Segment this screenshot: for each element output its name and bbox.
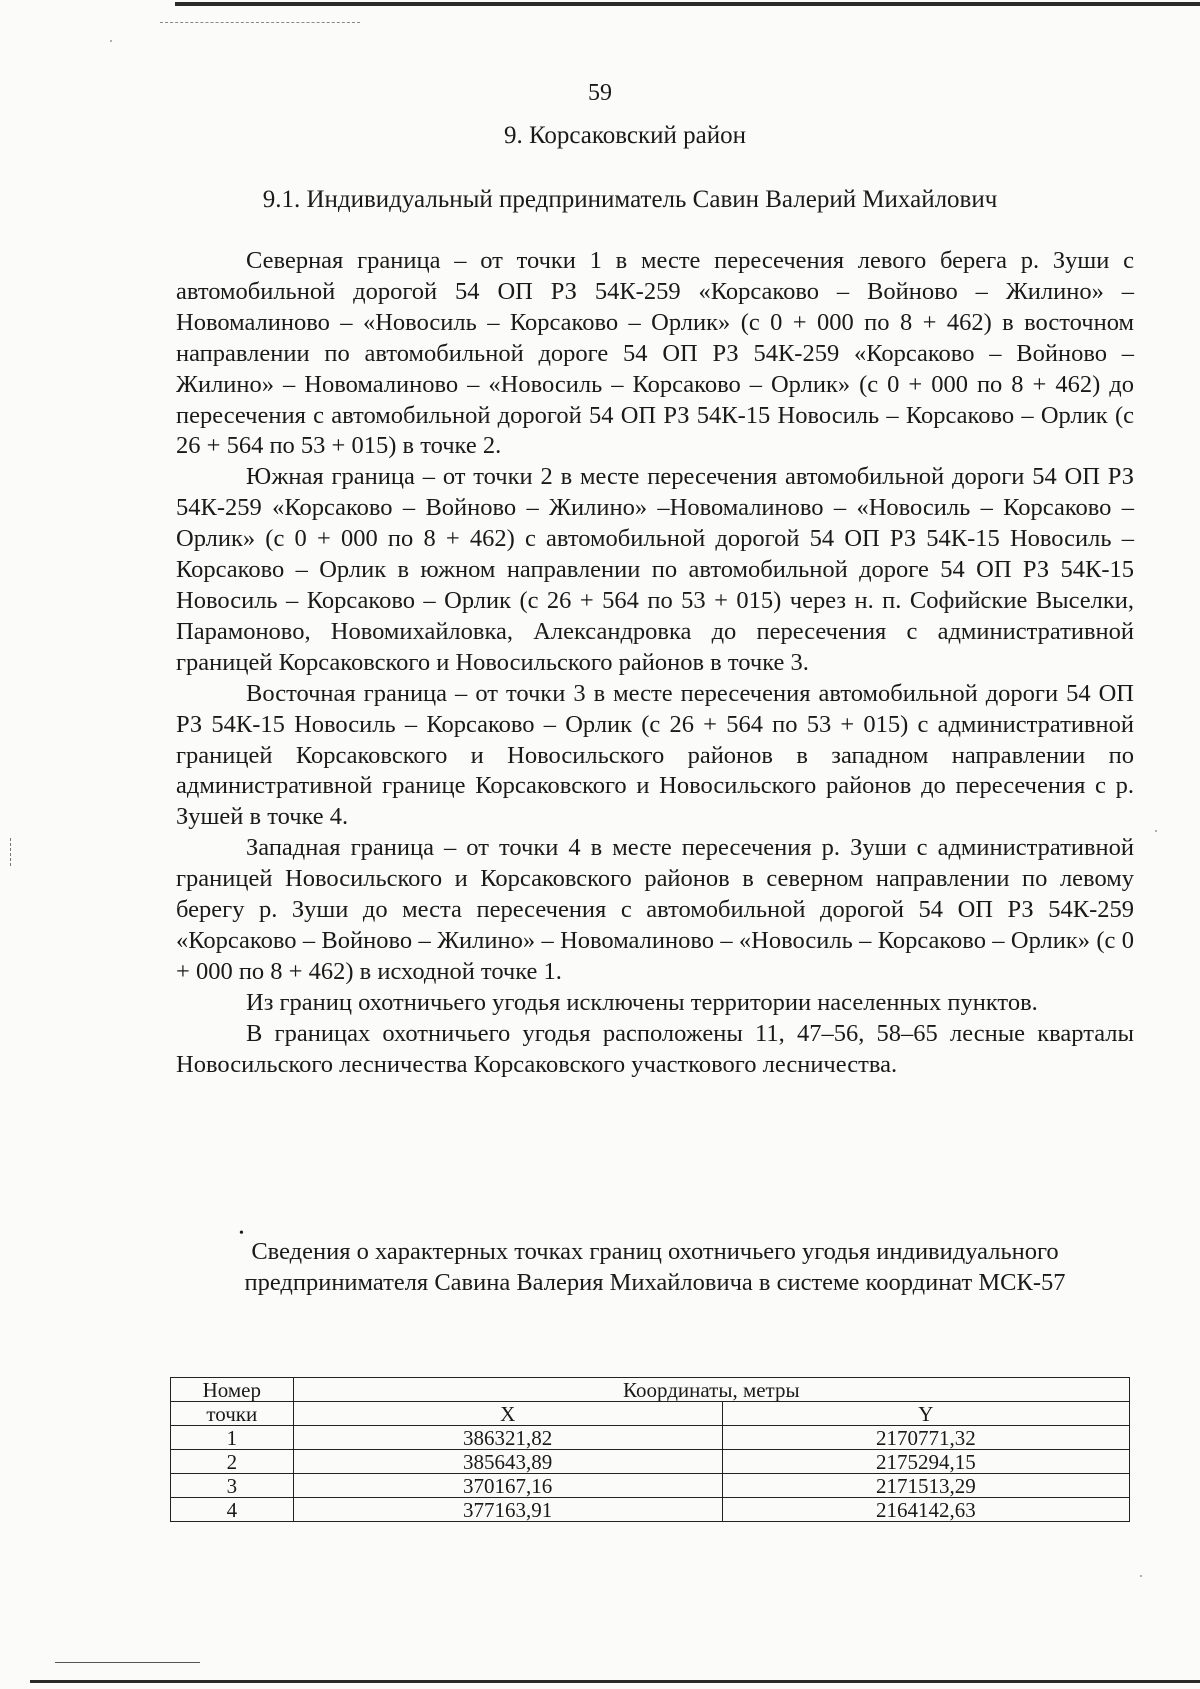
table-row bbox=[171, 1450, 1130, 1474]
scan-edge-bottom bbox=[30, 1680, 1200, 1683]
paragraph-east-boundary: Восточная граница – от точки 3 в месте пересечения автомобильной дороги 54 ОП РЗ 54К-15 Новосиль – Корсаково – Орлик (с 26 + 564 по 53 + 015) с административной границей Корсаковского и Новосильского районов в западном направлении по административной границе Корсаковского и Новосильского районов до пересечения с р. Зушей в точке 4. bbox=[176, 679, 1134, 831]
header-number-label: Номер bbox=[202, 1377, 262, 1402]
table-caption: Сведения о характерных точках границ охотничьего угодья индивидуального предпринимателя Савина Валерия Михайловича в системе координат МСК-57 bbox=[244, 1238, 1066, 1296]
header-point-number-2: точки bbox=[171, 1402, 294, 1426]
paragraph-exclusions: Из границ охотничьего угодья исключены территории населенных пунктов. bbox=[246, 988, 1038, 1016]
table-header-row bbox=[171, 1378, 1130, 1402]
scan-speck bbox=[1155, 830, 1157, 832]
cell-y: 2164142,63 bbox=[722, 1498, 1129, 1522]
paragraph-west-boundary: Западная граница – от точки 4 в месте пересечения р. Зуши с административной границей Новосильского и Корсаковского районов в северном направлении по левому берегу р. Зуши до места пересечения с автомобильной дорогой 54 ОП РЗ 54К-259 «Корсаково – Войново – Жилино» – Новомалиново – «Новосиль – Корсаково – Орлик» (с 0 + 000 по 8 + 462) в исходной точке 1. bbox=[176, 834, 1134, 985]
table-row bbox=[171, 1426, 1130, 1450]
page-number: 59 bbox=[588, 80, 612, 106]
scan-speck bbox=[1140, 1575, 1142, 1577]
paragraph-south-boundary: Южная граница – от точки 2 в месте пересечения автомобильной дороги 54 ОП РЗ 54К-259 «Корсаково – Войново – Жилино» –Новомалиново – «Новосиль – Корсаково – Орлик» (с 0 + 000 по 8 + 462) с автомобильной дорогой 54 ОП РЗ 54К-15 Новосиль – Корсаково – Орлик в южном направлении по автомобильной дороге 54 ОП РЗ 54К-15 Новосиль – Корсаково – Орлик (с 26 + 564 по 53 + 015) через н. п. Софийские Выселки, Парамоново, Новомихайловка, Александровка до пересечения с административной границей Корсаковского и Новосильского районов в точке 3. bbox=[176, 463, 1134, 676]
table-row bbox=[171, 1474, 1130, 1498]
header-point-number bbox=[171, 1378, 294, 1402]
cell-x: 386321,82 bbox=[293, 1426, 722, 1450]
header-x: X bbox=[293, 1402, 722, 1426]
scan-artifact-margin bbox=[10, 838, 12, 866]
cell-point: 2 bbox=[171, 1450, 294, 1474]
scan-artifact-line bbox=[55, 1662, 200, 1663]
scan-artifact-dash bbox=[160, 22, 360, 23]
cell-point: 4 bbox=[171, 1498, 294, 1522]
scan-speck bbox=[110, 40, 112, 42]
paragraph-north-boundary: Северная граница – от точки 1 в месте пересечения левого берега р. Зуши с автомобильной дорогой 54 ОП РЗ 54К-259 «Корсаково – Войново – Жилино» – Новомалиново – «Новосиль – Корсаково – Орлик» (с 0 + 000 по 8 + 462) в восточном направлении по автомобильной дороге 54 ОП РЗ 54К-259 «Корсаково – Войново – Жилино» – Новомалиново – «Новосиль – Корсаково – Орлик» (с 0 + 000 по 8 + 462) до пересечения с автомобильной дорогой 54 ОП РЗ 54К-15 Новосиль – Корсаково – Орлик (с 26 + 564 по 53 + 015) в точке 2. bbox=[176, 247, 1134, 460]
cell-point: 1 bbox=[171, 1426, 294, 1450]
table-row bbox=[171, 1498, 1130, 1522]
header-y: Y bbox=[722, 1402, 1129, 1426]
header-coordinates: Координаты, метры bbox=[293, 1378, 1129, 1402]
stray-dot: • bbox=[239, 1226, 244, 1241]
coordinates-table bbox=[170, 1377, 1130, 1522]
cell-x: 370167,16 bbox=[293, 1474, 722, 1498]
scan-edge-top bbox=[175, 2, 1200, 6]
section-heading: 9. Корсаковский район bbox=[503, 122, 747, 149]
paragraph-forest-quarters: В границах охотничьего угодья расположены 11, 47–56, 58–65 лесные кварталы Новосильского лесничества Корсаковского участкового лесничества. bbox=[176, 1019, 1134, 1078]
cell-point: 3 bbox=[171, 1474, 294, 1498]
table-subheader-row bbox=[171, 1402, 1130, 1426]
cell-y: 2170771,32 bbox=[722, 1426, 1129, 1450]
document-body bbox=[176, 246, 1134, 1080]
cell-y: 2175294,15 bbox=[722, 1450, 1129, 1474]
cell-y: 2171513,29 bbox=[722, 1474, 1129, 1498]
subsection-heading: 9.1. Индивидуальный предприниматель Савин Валерий Михайлович bbox=[262, 186, 998, 213]
cell-x: 385643,89 bbox=[293, 1450, 722, 1474]
cell-x: 377163,91 bbox=[293, 1498, 722, 1522]
